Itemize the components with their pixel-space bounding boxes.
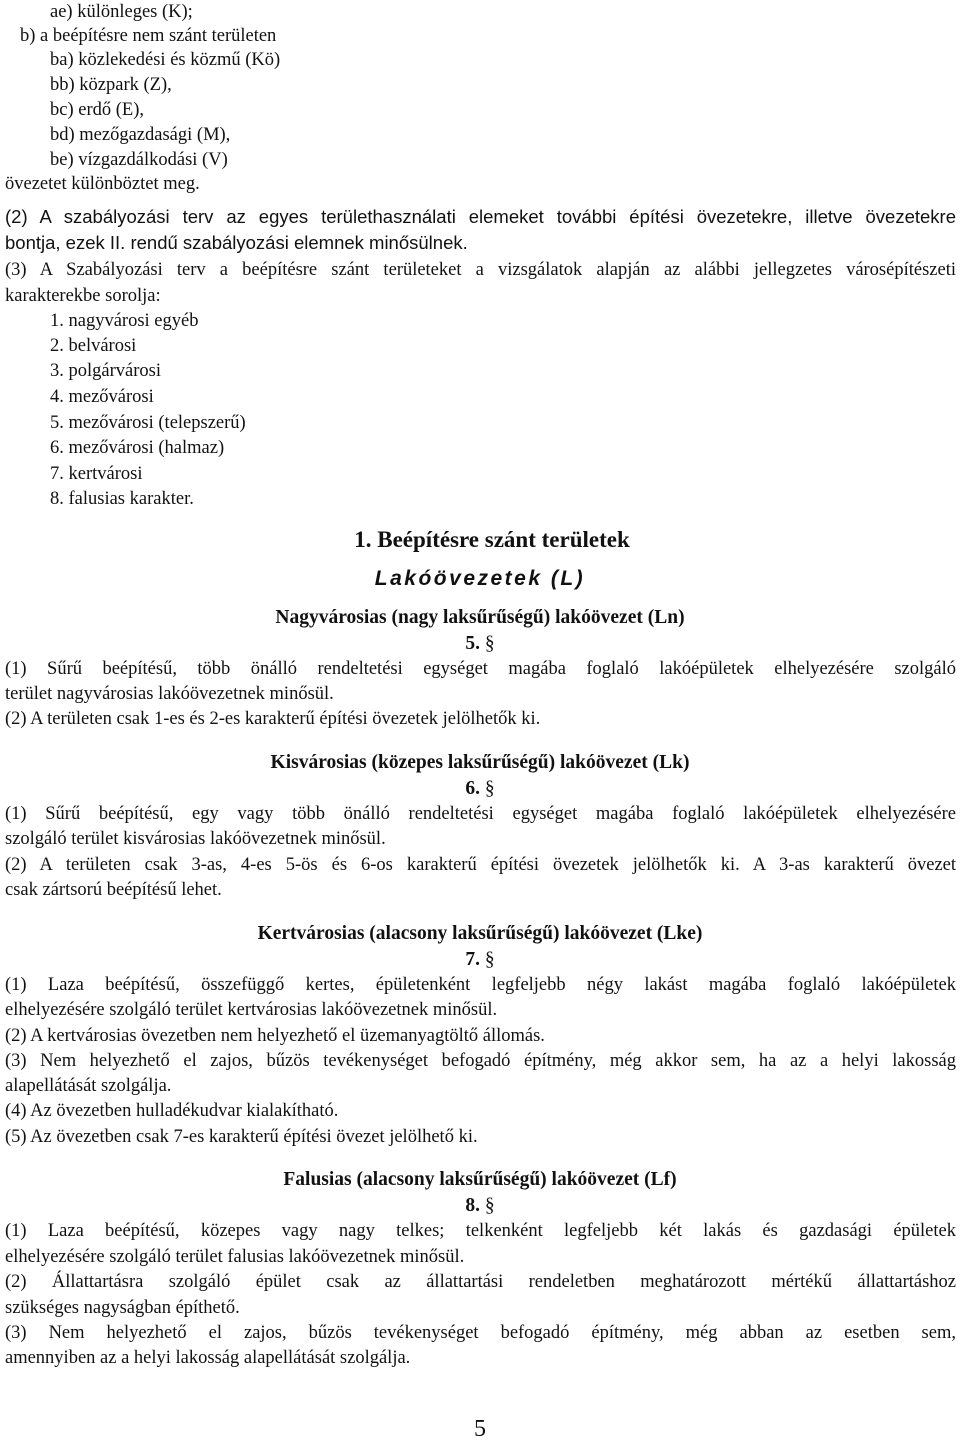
lke-paragraph-1-line-2: elhelyezésére szolgáló terület kertvárosias lakóövezetnek minősül.: [5, 1000, 498, 1020]
character-item: 8. falusias karakter.: [50, 489, 194, 509]
lk-paragraph-1-line-2: szolgáló terület kisvárosias lakóövezetnek minősül.: [5, 829, 386, 849]
lf-paragraph-3-line-2: amennyiben az a helyi lakosság alapellátását szolgálja.: [5, 1348, 411, 1368]
list-item: be) vízgazdálkodási (V): [50, 150, 228, 170]
character-item: 5. mezővárosi (telepszerű): [50, 413, 246, 433]
lk-paragraph-2-line-1: (2) A területen csak 3-as, 4-es 5-ös és 6-os karakterű építési övezetek jelölhetők ki. A 3-as karakterű övezet: [5, 855, 956, 875]
lke-paragraph-3-line-1: (3) Nem helyezhető el zajos, bűzös tevékenységet befogadó építmény, még akkor sem, ha az a helyi lakosság: [5, 1051, 956, 1071]
character-item: 7. kertvárosi: [50, 464, 143, 484]
ln-paragraph-1-line-2: terület nagyvárosias lakóövezetnek minősül.: [5, 684, 334, 704]
section-number-5: 5. §: [465, 633, 495, 654]
character-item: 6. mezővárosi (halmaz): [50, 438, 225, 458]
paragraph-2-line-2: bontja, ezek II. rendű szabályozási elemnek minősülnek.: [5, 232, 468, 253]
list-item: b) a beépítésre nem szánt területen: [20, 26, 277, 46]
lf-paragraph-1-line-2: elhelyezésére szolgáló terület falusias lakóövezetnek minősül.: [5, 1247, 465, 1267]
list-closing-line: övezetet különböztet meg.: [5, 174, 200, 194]
lke-paragraph-5-line-1: (5) Az övezetben csak 7-es karakterű építési övezet jelölhető ki.: [5, 1127, 478, 1147]
lke-paragraph-2-line-1: (2) A kertvárosias övezetben nem helyezhető el üzemanyagtöltő állomás.: [5, 1026, 545, 1046]
section-heading-lke: Kertvárosias (alacsony laksűrűségű) lakóövezet (Lke): [257, 923, 703, 944]
lke-paragraph-1-line-1: (1) Laza beépítésű, összefüggő kertes, épületenként legfeljebb négy lakást magába foglaló lakóépületek: [5, 975, 956, 995]
section-number-6: 6. §: [465, 778, 495, 799]
paragraph-2-line-1: (2) A szabályozási terv az egyes területhasználati elemeket további építési övezetekre, illetve övezetekre: [5, 206, 956, 227]
paragraph-3-line-2: karakterekbe sorolja:: [5, 286, 161, 306]
paragraph-3-line-1: (3) A Szabályozási terv a beépítésre szánt területeket a vizsgálatok alapján az alábbi jellegzetes városépítészeti: [5, 260, 956, 280]
ln-paragraph-2-line-1: (2) A területen csak 1-es és 2-es karakterű építési övezetek jelölhetők ki.: [5, 709, 541, 729]
lf-paragraph-3-line-1: (3) Nem helyezhető el zajos, bűzös tevékenységet befogadó építmény, még abban az esetben sem,: [5, 1323, 956, 1343]
section-number-8: 8. §: [465, 1195, 495, 1216]
character-item: 4. mezővárosi: [50, 387, 154, 407]
list-item: ba) közlekedési és közmű (Kö): [50, 50, 281, 70]
section-heading-lf: Falusias (alacsony laksűrűségű) lakóövezet (Lf): [283, 1169, 677, 1190]
character-item: 2. belvárosi: [50, 336, 137, 356]
lk-paragraph-2-line-2: csak zártsorú beépítésű lehet.: [5, 880, 222, 900]
list-item: bc) erdő (E),: [50, 100, 144, 120]
lf-paragraph-2-line-1: (2) Állattartásra szolgáló épület csak az állattartási rendeletben meghatározott mértékű állattartáshoz: [5, 1272, 956, 1292]
page-number: 5: [474, 1416, 486, 1442]
lke-paragraph-3-line-2: alapellátását szolgálja.: [5, 1076, 172, 1096]
lke-paragraph-4-line-1: (4) Az övezetben hulladékudvar kialakítható.: [5, 1101, 339, 1121]
lf-paragraph-1-line-1: (1) Laza beépítésű, közepes vagy nagy telkes; telkenként legfeljebb két lakás és gazdasági épületek: [5, 1221, 956, 1241]
lf-paragraph-2-line-2: szükséges nagyságban építhető.: [5, 1298, 240, 1318]
section-heading-ln: Nagyvárosias (nagy laksűrűségű) lakóövezet (Ln): [275, 607, 685, 628]
zone-title: Lakóövezetek (L): [374, 567, 586, 590]
list-item: bd) mezőgazdasági (M),: [50, 125, 231, 145]
list-item: ae) különleges (K);: [50, 2, 193, 22]
lk-paragraph-1-line-1: (1) Sűrű beépítésű, egy vagy több önálló rendeltetési egységet magába foglaló lakóépületek elhelyezésére: [5, 804, 956, 824]
ln-paragraph-1-line-1: (1) Sűrű beépítésű, több önálló rendeltetési egységet magába foglaló lakóépületek elhelyezésére szolgáló: [5, 659, 956, 679]
section-heading-lk: Kisvárosias (közepes laksűrűségű) lakóövezet (Lk): [270, 752, 690, 773]
character-item: 3. polgárvárosi: [50, 361, 161, 381]
list-item: bb) közpark (Z),: [50, 75, 172, 95]
section-number-7: 7. §: [465, 949, 495, 970]
chapter-title: 1. Beépítésre szánt területek: [354, 527, 630, 552]
character-item: 1. nagyvárosi egyéb: [50, 311, 199, 331]
